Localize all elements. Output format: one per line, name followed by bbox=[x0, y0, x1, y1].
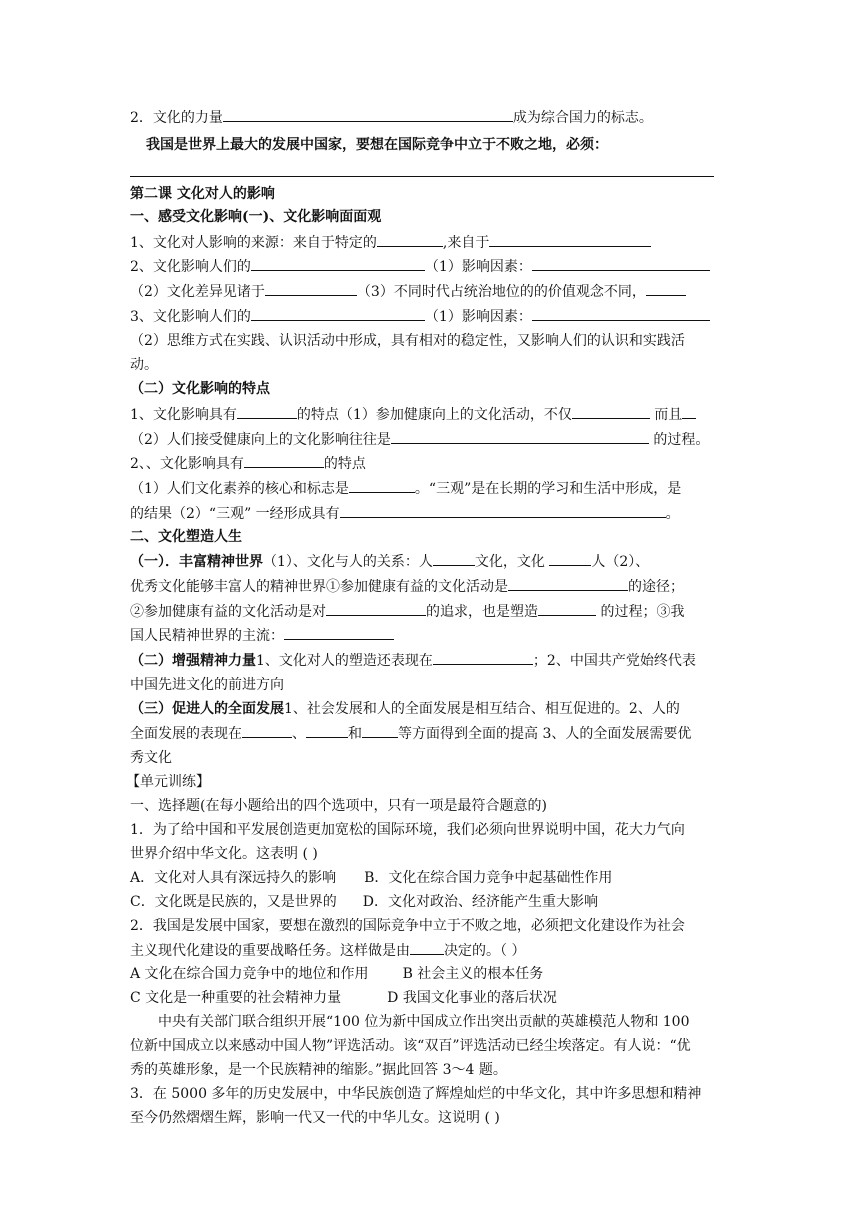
section-1-heading: 一、感受文化影响(一)、文化影响面面观 bbox=[130, 209, 382, 225]
answer-rule bbox=[130, 176, 714, 177]
text: （1）人们文化素养的核心和标志是 bbox=[130, 481, 349, 497]
text: （2）文化差异见诸于 bbox=[130, 284, 265, 300]
s1-line-1 bbox=[130, 232, 730, 253]
q1-line-1: 1．为了给中国和平发展创造更加宽松的国际环境，我们必须向世界说明中国，花大力气向 bbox=[130, 822, 685, 838]
blank[interactable] bbox=[349, 478, 415, 493]
text: 1、文化对人影响的来源：来自于特定的 bbox=[130, 235, 377, 251]
blank[interactable] bbox=[508, 576, 628, 591]
text: ②参加健康有益的文化活动是对 bbox=[130, 604, 326, 620]
s2-line-3 bbox=[130, 453, 730, 474]
q1-line-2: 世界介绍中华文化。这表明 ( ) bbox=[130, 846, 318, 862]
blank[interactable] bbox=[377, 232, 443, 247]
s2-line-4 bbox=[130, 478, 730, 499]
s2-line-1 bbox=[130, 404, 730, 425]
passage-line-1: 中央有关部门联合组织开展“100 位为新中国成立作出突出贡献的英雄模范人物和 100 bbox=[158, 1014, 690, 1030]
subheading: （二）增强精神力量 bbox=[130, 653, 256, 669]
option-b[interactable]: B 社会主义的根本任务 bbox=[402, 966, 544, 982]
blank[interactable] bbox=[572, 404, 650, 419]
p1-line-3 bbox=[130, 601, 730, 622]
subheading: （三）促进人的全面发展 bbox=[130, 701, 284, 717]
blank[interactable] bbox=[549, 551, 591, 566]
text: 1、社会发展和人的全面发展是相互结合、相互促进的。2、人的 bbox=[284, 701, 680, 717]
text: 而且 bbox=[654, 407, 683, 423]
must-statement: 我国是世界上最大的发展中国家，要想在国际竞争中立于不败之地，必须： bbox=[146, 137, 608, 153]
subheading: （一）．丰富精神世界 bbox=[130, 554, 263, 570]
option-a[interactable]: A 文化在综合国力竞争中的地位和作用 bbox=[130, 966, 369, 982]
text: 2、文化影响人们的 bbox=[130, 259, 251, 275]
text: 等方面得到全面的提高 3、人的全面发展需要优 bbox=[398, 726, 692, 742]
item-2-suffix: 成为综合国力的标志。 bbox=[512, 110, 653, 126]
text: 人（2）、 bbox=[591, 554, 650, 570]
lesson-title: 第二课 文化对人的影响 bbox=[130, 186, 275, 202]
text: 国人民精神世界的主流： bbox=[130, 628, 284, 644]
text: 的追求，也是塑造 bbox=[426, 604, 538, 620]
text: 优秀文化能够丰富人的精神世界①参加健康有益的文化活动是 bbox=[130, 579, 508, 595]
s1-line-4 bbox=[130, 306, 730, 327]
text: 的过程；③我 bbox=[600, 604, 685, 620]
text: 3、文化影响人们的 bbox=[130, 309, 251, 325]
s1-line-3 bbox=[130, 281, 730, 302]
s1-line-6: 动。 bbox=[130, 357, 158, 373]
s1-line-2 bbox=[130, 256, 730, 277]
s2-line-5 bbox=[130, 503, 730, 524]
option-a[interactable]: A．文化对人具有深远持久的影响 bbox=[130, 870, 337, 886]
option-c[interactable]: C 文化是一种重要的社会精神力量 bbox=[130, 990, 342, 1006]
text: 的结果（2）“三观” 一经形成具有 bbox=[130, 506, 340, 522]
s1-line-5: （2）思维方式在实践、认识活动中形成，具有相对的稳定性，又影响人们的认识和实践活 bbox=[130, 333, 685, 349]
blank[interactable] bbox=[284, 625, 394, 640]
p3-line-3: 秀文化 bbox=[130, 750, 172, 766]
p1-line-2 bbox=[130, 576, 730, 597]
text: 、 bbox=[292, 726, 306, 742]
blank[interactable] bbox=[242, 723, 292, 738]
text: 全面发展的表现在 bbox=[130, 726, 242, 742]
option-d[interactable]: D．文化对政治、经济能产生重大影响 bbox=[362, 894, 598, 910]
text: （1）影响因素： bbox=[424, 259, 532, 275]
blank[interactable] bbox=[223, 107, 513, 122]
item-2-line bbox=[130, 107, 730, 128]
text: 。“三观”是在长期的学习和生活中形成，是 bbox=[414, 481, 682, 497]
text: 。 bbox=[665, 506, 680, 522]
text: ；2、中国共产党始终代表 bbox=[532, 653, 696, 669]
passage-line-2: 位新中国成立以来感动中国人物”评选活动。该“双百”评选活动已经尘埃落定。有人说：“优 bbox=[130, 1038, 691, 1054]
blank[interactable] bbox=[237, 404, 297, 419]
text: 和 bbox=[348, 726, 362, 742]
blank[interactable] bbox=[532, 256, 710, 271]
p1-line-4 bbox=[130, 625, 730, 646]
section-1b-heading: （二）文化影响的特点 bbox=[130, 381, 270, 397]
blank[interactable] bbox=[410, 940, 444, 955]
p1-line-1 bbox=[130, 551, 730, 572]
q2-options-cd bbox=[130, 988, 730, 1008]
s2-line-2 bbox=[130, 429, 730, 450]
item-2-text: 2．文化的力量 bbox=[130, 110, 223, 126]
text: （1）、文化与人的关系：人 bbox=[263, 554, 433, 570]
blank[interactable] bbox=[489, 232, 651, 247]
exercise-instructions: 一、选择题(在每小题给出的四个选项中，只有一项是最符合题意的) bbox=[130, 798, 547, 814]
exercise-heading: 【单元训练】 bbox=[126, 774, 210, 790]
blank[interactable] bbox=[265, 281, 357, 296]
blank[interactable] bbox=[306, 723, 348, 738]
text: 的途径； bbox=[628, 579, 684, 595]
q1-options-ab bbox=[130, 868, 730, 888]
p2-line-1 bbox=[130, 650, 730, 671]
text: （1）影响因素： bbox=[424, 309, 532, 325]
text: 的过程。 bbox=[653, 432, 710, 448]
text: （2）人们接受健康向上的文化影响往往是 bbox=[130, 432, 391, 448]
passage-line-3: 秀的英雄形象，是一个民族精神的缩影。”据此回答 3～4 题。 bbox=[130, 1062, 507, 1078]
q3-line-2: 至今仍然熠熠生辉，影响一代又一代的中华儿女。这说明 ( ) bbox=[130, 1110, 500, 1126]
option-c[interactable]: C．文化既是民族的，又是世界的 bbox=[130, 894, 337, 910]
q2-options-ab bbox=[130, 964, 730, 984]
text: 1、文化对人的塑造还表现在 bbox=[256, 653, 433, 669]
q2-line-1: 2．我国是发展中国家，要想在激烈的国际竞争中立于不败之地，必须把文化建设作为社会 bbox=[130, 918, 685, 934]
text: 的特点（1）参加健康向上的文化活动，不仅 bbox=[296, 407, 572, 423]
option-d[interactable]: D 我国文化事业的落后状况 bbox=[387, 990, 557, 1006]
blank[interactable] bbox=[326, 601, 426, 616]
blank[interactable] bbox=[362, 723, 398, 738]
text: ,来自于 bbox=[442, 235, 490, 251]
p3-line-1 bbox=[130, 699, 730, 719]
blank[interactable] bbox=[433, 650, 533, 665]
text: （3）不同时代占统治地位的的价值观念不同， bbox=[356, 284, 646, 300]
text: 1、文化影响具有 bbox=[130, 407, 237, 423]
blank[interactable] bbox=[244, 453, 324, 468]
blank[interactable] bbox=[538, 601, 596, 616]
text: 的特点 bbox=[323, 456, 366, 472]
text: 文化，文化 bbox=[474, 554, 545, 570]
blank[interactable] bbox=[251, 256, 425, 271]
text: 2、、文化影响具有 bbox=[130, 456, 244, 472]
p3-line-2 bbox=[130, 723, 730, 744]
text: 主义现代化建设的重要战略任务。这样做是由 bbox=[130, 943, 410, 959]
blank[interactable] bbox=[532, 306, 710, 321]
section-2-heading: 二、文化塑造人生 bbox=[130, 529, 242, 545]
blank[interactable] bbox=[340, 503, 666, 518]
blank[interactable] bbox=[433, 551, 475, 566]
blank[interactable] bbox=[682, 404, 696, 419]
blank[interactable] bbox=[391, 429, 649, 444]
blank[interactable] bbox=[646, 281, 686, 296]
p2-line-2: 中国先进文化的前进方向 bbox=[130, 677, 284, 693]
q2-line-2 bbox=[130, 940, 730, 961]
text: 决定的。（ ） bbox=[444, 943, 526, 959]
option-b[interactable]: B．文化在综合国力竞争中起基础性作用 bbox=[364, 870, 613, 886]
q3-line-1: 3．在 5000 多年的历史发展中，中华民族创造了辉煌灿烂的中华文化，其中许多思想和精神 bbox=[130, 1086, 702, 1102]
q1-options-cd bbox=[130, 892, 730, 912]
blank[interactable] bbox=[251, 306, 425, 321]
